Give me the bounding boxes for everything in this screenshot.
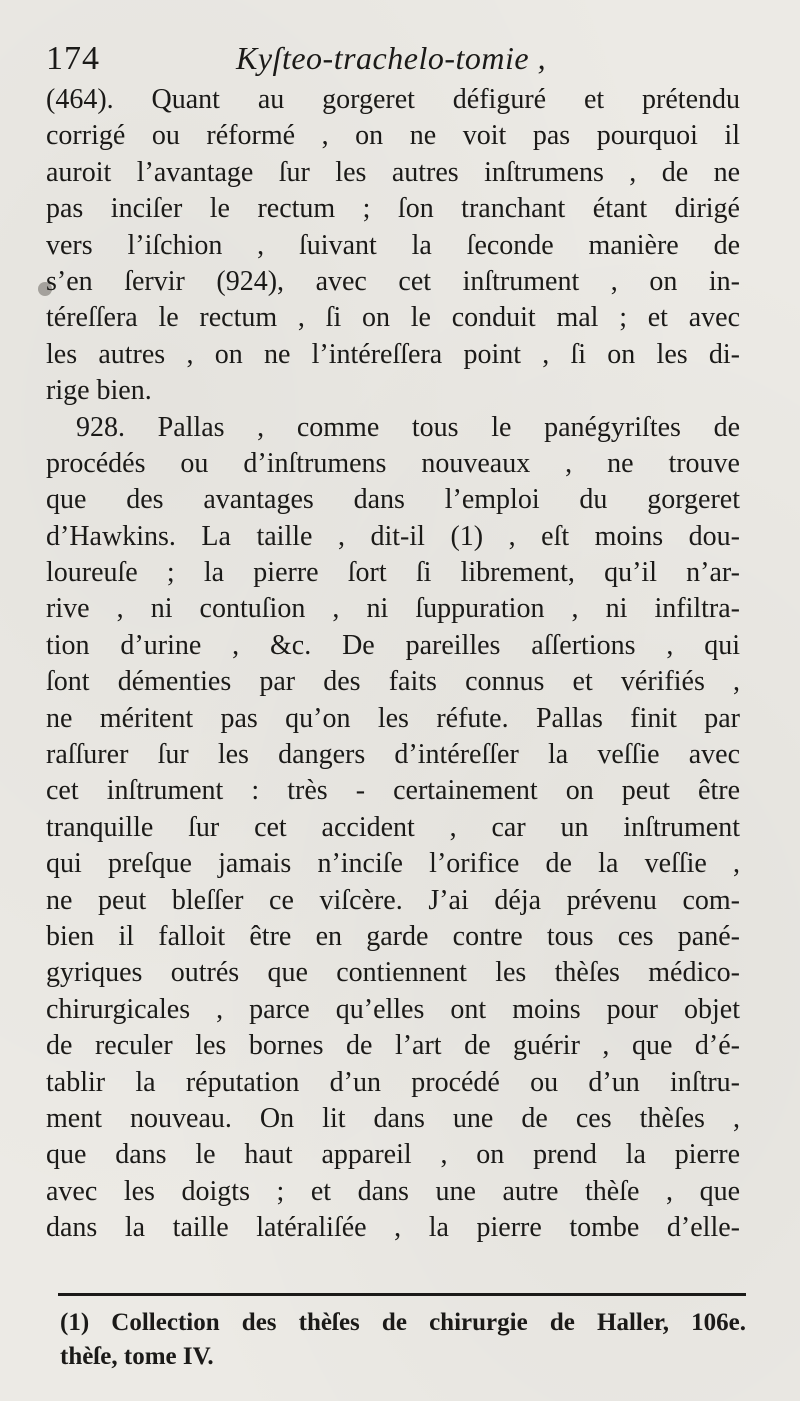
text-line: que dans le haut appareil , on prend la pierre — [46, 1139, 740, 1171]
text-line: les autres , on ne l’intéreſſera point , ſi on les di- — [46, 338, 740, 370]
footnote-divider — [58, 1293, 746, 1296]
text-line: raſſurer ſur les dangers d’intéreſſer la veſſie avec — [46, 739, 740, 771]
page-number: 174 — [46, 40, 100, 77]
text-line: pas inciſer le rectum ; ſon tranchant étant dirigé — [46, 193, 740, 225]
page-header — [46, 36, 746, 86]
text-line: qui preſque jamais n’inciſe l’orifice de la veſſie , — [46, 848, 740, 880]
text-line: loureuſe ; la pierre ſort ſi librement, qu’il n’ar- — [46, 557, 740, 589]
text-line: tion d’urine , &c. De pareilles aſſertions , qui — [46, 629, 740, 661]
text-line: (464). Quant au gorgeret défiguré et prétendu — [46, 84, 740, 115]
text-line: ſont démenties par des faits connus et vérifiés , — [46, 666, 740, 698]
text-line: corrigé ou réformé , on ne voit pas pourquoi il — [46, 120, 740, 152]
body-text — [46, 82, 740, 1247]
text-line: chirurgicales , parce qu’elles ont moins pour objet — [46, 993, 740, 1025]
text-line: tablir la réputation d’un procédé ou d’un inſtru- — [46, 1066, 740, 1098]
text-line: procédés ou d’inſtrumens nouveaux , ne trouve — [46, 447, 740, 479]
text-line: tranquille ſur cet accident , car un inſtrument — [46, 811, 740, 843]
paragraph-start-line: 928. Pallas , comme tous le panégyriſtes de — [76, 411, 740, 443]
text-line: ne peut bleſſer ce viſcère. J’ai déja prévenu com- — [46, 884, 740, 916]
text-line: téreſſera le rectum , ſi on le conduit mal ; et avec — [46, 302, 740, 334]
text-line: vers l’iſchion , ſuivant la ſeconde manière de — [46, 229, 740, 261]
text-line: auroit l’avantage ſur les autres inſtrumens , de ne — [46, 156, 740, 188]
footnote-line: (1) Collection des thèſes de chirurgie de Haller, 106e. — [60, 1309, 746, 1336]
text-line: que des avantages dans l’emploi du gorgeret — [46, 484, 740, 516]
text-line: avec les doigts ; et dans une autre thèſe , que — [46, 1175, 740, 1207]
text-line: ne méritent pas qu’on les réfute. Pallas finit par — [46, 702, 740, 734]
text-line: d’Hawkins. La taille , dit-il (1) , eſt moins dou- — [46, 520, 740, 552]
text-line: dans la taille latéraliſée , la pierre tombe d’elle- — [46, 1212, 740, 1244]
text-line: gyriques outrés que contiennent les thèſes médico- — [46, 957, 740, 989]
running-title: Kyſteo-trachelo-tomie , — [236, 40, 547, 76]
text-line: de reculer les bornes de l’art de guérir , que d’é- — [46, 1030, 740, 1062]
text-line: s’en ſervir (924), avec cet inſtrument , on in- — [46, 265, 740, 297]
footnote — [60, 1306, 746, 1374]
text-line: bien il falloit être en garde contre tous ces pané- — [46, 920, 740, 952]
text-line: ment nouveau. On lit dans une de ces thèſes , — [46, 1102, 740, 1134]
text-line: rige bien. — [46, 375, 152, 407]
footnote-line: thèſe, tome IV. — [60, 1343, 214, 1370]
text-line: rive , ni contuſion , ni ſuppuration , ni infiltra- — [46, 593, 740, 625]
text-line: cet inſtrument : très - certainement on peut être — [46, 775, 740, 807]
